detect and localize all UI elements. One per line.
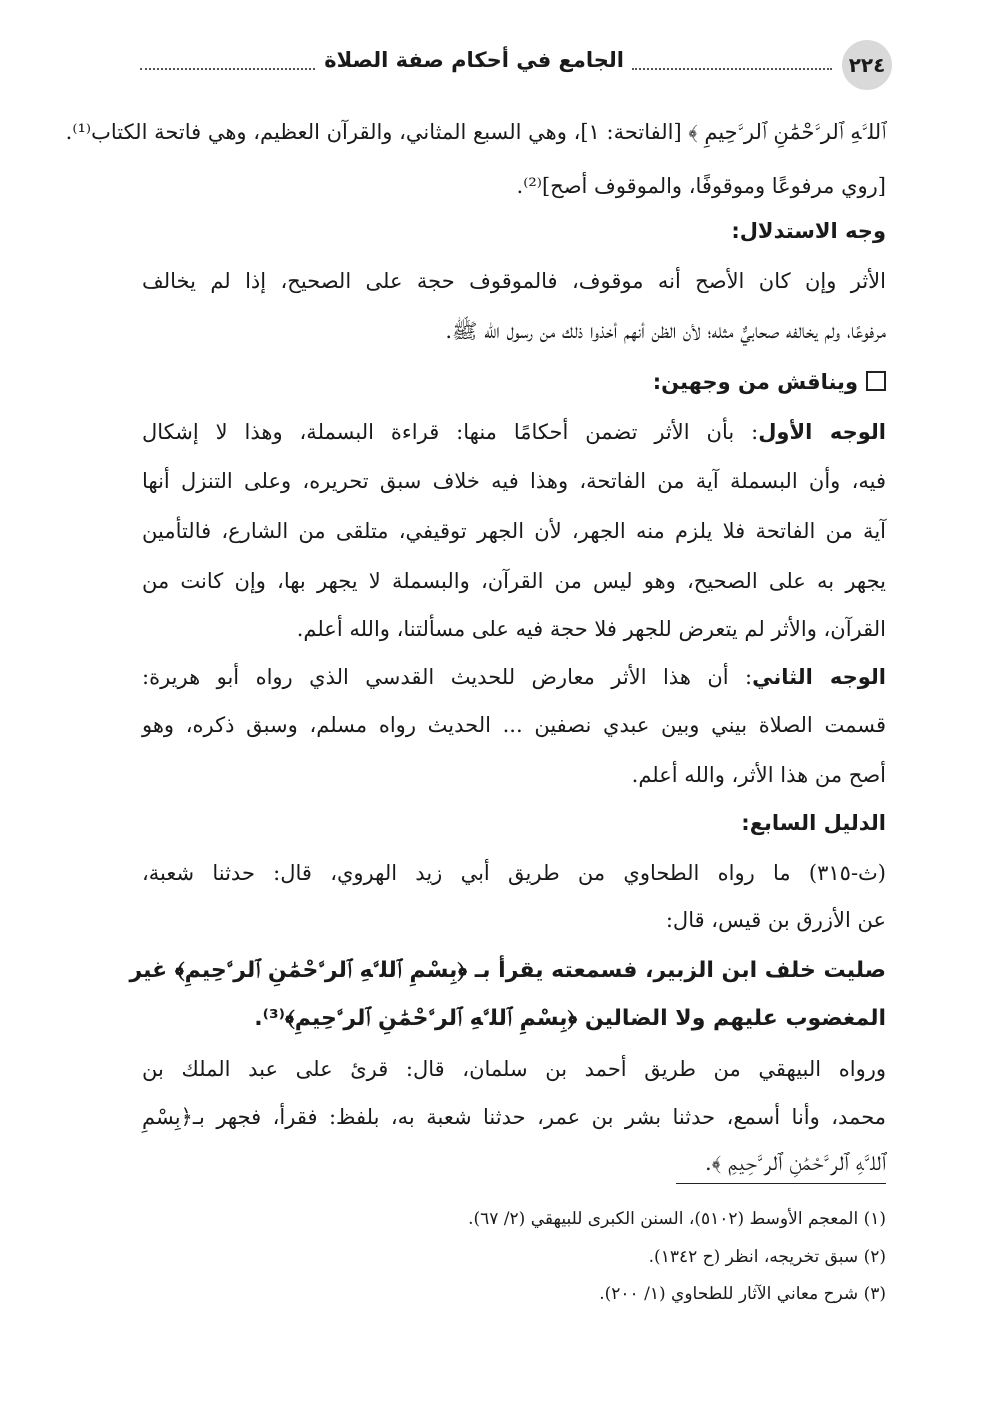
section-heading xyxy=(142,368,886,396)
text-line: قسمت الصلاة بيني وبين عبدي نصفين ... الحديث رواه مسلم، وسبق ذكره، وهو xyxy=(142,713,886,737)
text-line: أصح من هذا الأثر، والله أعلم. xyxy=(631,763,886,787)
section-heading: الدليل السابع: xyxy=(741,811,886,835)
text-line: (ث-٣١٥) ما رواه الطحاوي من طريق أبي زيد الهروي، قال: حدثنا شعبة، xyxy=(142,861,886,885)
text-line xyxy=(142,418,886,446)
inline-heading: الوجه الثاني xyxy=(752,665,886,689)
text-line: الأثر وإن كان الأصح أنه موقوف، فالموقوف حجة على الصحيح، إذا لم يخالف xyxy=(142,269,886,293)
heading-text: ويناقش من وجهين: xyxy=(652,370,858,394)
page-header xyxy=(140,40,892,90)
text-line: ﭐﻟﻠﱠﻪِ ﭐﻟﺮﱠﺣْﻤَٰﻦِ ﭐﻟﺮﱠﺣِﻴﻢِ ﴾ [الفاتحة: ١]، وهي السبع المثاني، والقرآن العظيم، وهي فاتحة الكتاب⁽¹⁾. xyxy=(65,120,886,144)
footnote: (٣) شرح معاني الآثار للطحاوي (١/ ٢٠٠). xyxy=(599,1284,886,1304)
section-heading: وجه الاستدلال: xyxy=(731,219,886,243)
text-line: عن الأزرق بن قيس، قال: xyxy=(665,908,886,932)
header-dotted-rule xyxy=(140,68,315,70)
footnote: (١) المعجم الأوسط (٥١٠٢)، السنن الكبرى للبيهقي (٢/ ٦٧). xyxy=(468,1209,886,1229)
footnote: (٢) سبق تخريجه، انظر (ح ١٣٤٢). xyxy=(648,1247,886,1267)
header-dotted-rule xyxy=(632,68,832,70)
page-number: ٢٢٤ xyxy=(842,40,892,90)
quoted-narration: صليت خلف ابن الزبير، فسمعته يقرأ بـ ﴿بِسْمِ ﭐﻟﻠﱠﻪِ ﭐﻟﺮﱠﺣْﻤَٰﻦِ ﭐﻟﺮﱠﺣِﻴﻢِ﴾ غير xyxy=(129,958,886,983)
text-line: [روي مرفوعًا وموقوفًا، والموقوف أصح]⁽²⁾. xyxy=(516,174,886,198)
text-line: القرآن، والأثر لم يتعرض للجهر فلا حجة فيه على مسألتنا، والله أعلم. xyxy=(296,617,886,641)
text-line: يجهر به على الصحيح، وهو ليس من القرآن، والبسملة لا يجهر بها، وإن كانت من xyxy=(142,569,886,593)
text-line: آية من الفاتحة فلا يلزم منه الجهر، لأن الجهر توقيفي، متلقى من الشارع، فالتأمين xyxy=(142,519,886,543)
running-title: الجامع في أحكام صفة الصلاة xyxy=(324,48,624,72)
text-line: مرفوعًا، ولم يخالفه صحابيٌّ مثله؛ لأن الظن أنهم أخذوا ذلك من رسول الله ﷺ. xyxy=(445,319,886,343)
square-bullet-icon xyxy=(866,371,886,391)
quoted-narration: المغضوب عليهم ولا الضالين ﴿بِسْمِ ﭐﻟﻠﱠﻪِ ﭐﻟﺮﱠﺣْﻤَٰﻦِ ﭐﻟﺮﱠﺣِﻴﻢِ﴾⁽³⁾. xyxy=(254,1006,886,1031)
inline-heading: الوجه الأول xyxy=(758,420,887,444)
text-line: ورواه البيهقي من طريق أحمد بن سلمان، قال: قرئ على عبد الملك بن xyxy=(142,1057,886,1081)
inline-text: : بأن الأثر تضمن أحكامًا منها: قراءة البسملة، وهذا لا إشكال xyxy=(142,420,759,444)
text-line: فيه، وأن البسملة آية من الفاتحة، وهذا فيه خلاف سبق تحريره، وعلى التنزل أنها xyxy=(142,469,886,493)
inline-text: : أن هذا الأثر معارض للحديث القدسي الذي رواه أبو هريرة: xyxy=(142,665,753,689)
text-line: ﭐﻟﻠﱠﻪِ ﭐﻟﺮﱠﺣْﻤَٰﻦِ ﭐﻟﺮﱠﺣِﻴﻢِ ﴾. xyxy=(705,1151,886,1175)
text-line: محمد، وأنا أسمع، حدثنا بشر بن عمر، حدثنا شعبة به، بلفظ: فقرأ، فجهر بـ﴿بِسْمِ xyxy=(142,1105,886,1129)
footnote-separator xyxy=(676,1183,886,1184)
text-line xyxy=(142,663,886,691)
